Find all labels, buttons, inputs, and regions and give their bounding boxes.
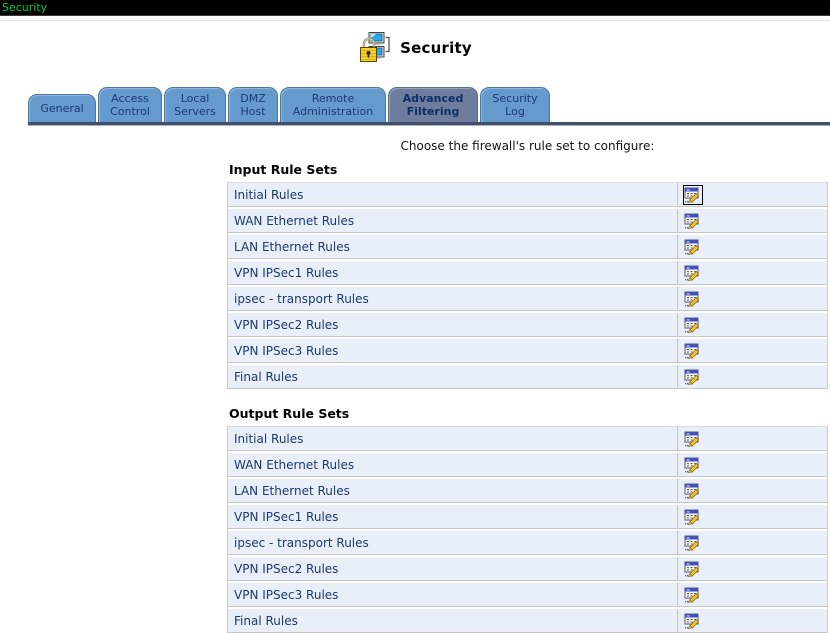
rule-name-cell: [228, 531, 677, 554]
tab-access-control[interactable]: Access Control: [98, 87, 162, 122]
table-row: [228, 609, 827, 633]
rule-action-cell: [677, 609, 827, 632]
table-row: [228, 261, 827, 285]
rule-link[interactable]: Initial Rules: [234, 187, 304, 202]
edit-icon[interactable]: [684, 316, 702, 334]
table-row: [228, 583, 827, 607]
table-row: [228, 557, 827, 581]
edit-icon[interactable]: [684, 290, 702, 308]
security-icon: [358, 32, 392, 64]
rule-name-cell: [228, 427, 677, 450]
input-rule-sets-heading: Input Rule Sets: [229, 162, 338, 177]
rule-link[interactable]: LAN Ethernet Rules: [234, 483, 350, 498]
rule-name-cell: [228, 583, 677, 606]
rule-link[interactable]: WAN Ethernet Rules: [234, 213, 355, 228]
table-row: [228, 287, 827, 311]
instruction-text: Choose the firewall's rule set to configure:: [400, 139, 655, 153]
rule-action-cell: [677, 339, 827, 362]
edit-icon[interactable]: [684, 212, 702, 230]
output-rule-sets-table: [227, 426, 828, 633]
tab-dmz-host[interactable]: DMZ Host: [228, 87, 278, 122]
table-row: [228, 531, 827, 555]
rule-link[interactable]: VPN IPSec1 Rules: [234, 509, 339, 524]
edit-icon[interactable]: [684, 534, 702, 552]
rule-link[interactable]: Final Rules: [234, 613, 298, 628]
rule-link[interactable]: Final Rules: [234, 369, 298, 384]
rule-link[interactable]: VPN IPSec2 Rules: [234, 561, 339, 576]
page-top-hairline: [0, 20, 830, 21]
rule-name-cell: [228, 557, 677, 580]
rule-link[interactable]: VPN IPSec3 Rules: [234, 587, 339, 602]
rule-action-cell: [677, 427, 827, 450]
main-content: [227, 139, 828, 633]
rule-action-cell: [677, 531, 827, 554]
rule-link[interactable]: ipsec - transport Rules: [234, 535, 369, 550]
rule-action-cell: [677, 453, 827, 476]
rule-name-cell: [228, 479, 677, 502]
table-row: [228, 427, 827, 451]
rule-action-cell: [677, 261, 827, 284]
rule-name-cell: [228, 209, 677, 232]
console-titlebar: [0, 0, 830, 15]
rule-name-cell: [228, 365, 677, 388]
edit-icon[interactable]: [684, 586, 702, 604]
edit-icon[interactable]: [684, 430, 702, 448]
rule-link[interactable]: VPN IPSec3 Rules: [234, 343, 339, 358]
rule-action-cell: [677, 313, 827, 336]
rule-action-cell: [677, 557, 827, 580]
edit-icon[interactable]: [684, 186, 702, 204]
rule-action-cell: [677, 209, 827, 232]
rule-name-cell: [228, 235, 677, 258]
rule-action-cell: [677, 479, 827, 502]
output-rule-sets-heading: Output Rule Sets: [229, 406, 350, 421]
table-row: [228, 365, 827, 389]
edit-icon[interactable]: [684, 342, 702, 360]
rule-name-cell: [228, 453, 677, 476]
table-row: [228, 235, 827, 259]
rule-link[interactable]: ipsec - transport Rules: [234, 291, 369, 306]
tab-local-servers[interactable]: Local Servers: [164, 87, 226, 122]
page-header: [0, 31, 830, 65]
tab-remote-administration[interactable]: Remote Administration: [280, 87, 386, 122]
table-row: [228, 505, 827, 529]
table-row: [228, 313, 827, 337]
edit-icon[interactable]: [684, 368, 702, 386]
edit-icon[interactable]: [684, 264, 702, 282]
tab-bar: [28, 87, 830, 122]
rule-link[interactable]: Initial Rules: [234, 431, 304, 446]
rule-action-cell: [677, 583, 827, 606]
edit-icon[interactable]: [684, 560, 702, 578]
rule-action-cell: [677, 505, 827, 528]
rule-link[interactable]: WAN Ethernet Rules: [234, 457, 355, 472]
rule-link[interactable]: LAN Ethernet Rules: [234, 239, 350, 254]
table-row: [228, 339, 827, 363]
table-row: [228, 183, 827, 207]
table-row: [228, 479, 827, 503]
edit-icon[interactable]: [684, 508, 702, 526]
rule-name-cell: [228, 609, 677, 632]
page-title: Security: [400, 39, 472, 57]
console-title: Security: [2, 1, 48, 14]
rule-link[interactable]: VPN IPSec2 Rules: [234, 317, 339, 332]
edit-icon[interactable]: [684, 238, 702, 256]
table-row: [228, 453, 827, 477]
rule-action-cell: [677, 365, 827, 388]
table-row: [228, 209, 827, 233]
rule-name-cell: [228, 183, 677, 206]
tab-underline: [28, 122, 830, 126]
tab-general[interactable]: General: [28, 94, 96, 122]
rule-name-cell: [228, 287, 677, 310]
rule-name-cell: [228, 505, 677, 528]
input-rule-sets-table: [227, 182, 828, 389]
rule-link[interactable]: VPN IPSec1 Rules: [234, 265, 339, 280]
edit-icon[interactable]: [684, 482, 702, 500]
rule-action-cell: [677, 183, 827, 206]
tab-security-log[interactable]: Security Log: [480, 87, 550, 122]
rule-action-cell: [677, 287, 827, 310]
edit-icon[interactable]: [684, 456, 702, 474]
rule-action-cell: [677, 235, 827, 258]
rule-name-cell: [228, 313, 677, 336]
rule-name-cell: [228, 339, 677, 362]
rule-name-cell: [228, 261, 677, 284]
tab-advanced-filtering[interactable]: Advanced Filtering: [388, 87, 478, 122]
